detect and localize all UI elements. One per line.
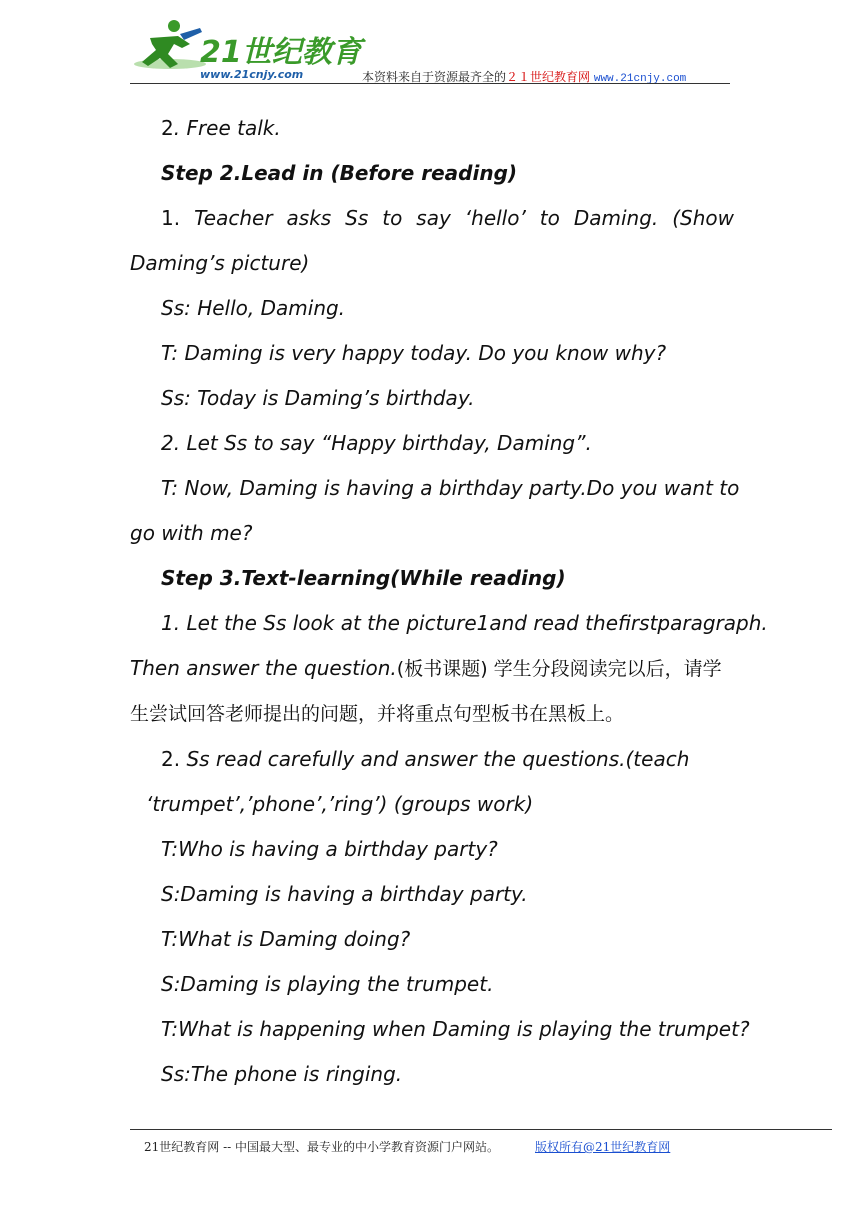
line-vocab-words: ‘trumpet’,’phone’,’ring’) (groups work): [146, 792, 534, 816]
lesson-body: [130, 106, 768, 1097]
free-talk-number: 2: [161, 116, 174, 140]
read-carefully-text: Ss read carefully and answer the questions.(teach: [180, 747, 690, 771]
step2-heading: Step 2.Lead in (Before reading): [161, 161, 518, 185]
answer-question-en: Then answer the question.: [130, 656, 397, 680]
line-ss-hello: Ss: Hello, Daming.: [161, 296, 346, 320]
page-footer: [144, 1138, 670, 1155]
logo-wordmark: 21世纪教育: [200, 35, 362, 70]
site-logo[interactable]: [130, 18, 362, 84]
line-t-who: T:Who is having a birthday party?: [161, 837, 498, 861]
footer-divider: [130, 1129, 832, 1130]
line-go-with-me: go with me?: [130, 521, 253, 545]
read-carefully-number: 2.: [161, 747, 181, 771]
copyright-link[interactable]: 版权所有@21世纪教育网: [535, 1140, 671, 1154]
line-read-carefully: [130, 737, 734, 782]
header-divider: [130, 83, 730, 84]
line-t-party: T: Now, Daming is having a birthday party.Do you want to: [161, 476, 740, 500]
line-look-picture: 1. Let the Ss look at the picture1and read thefirstparagraph.: [161, 611, 768, 635]
logo-graphic: [130, 18, 362, 84]
line-t-happening: T:What is happening when Daming is playing the trumpet?: [161, 1017, 750, 1041]
line-t-happy: T: Daming is very happy today. Do you know why?: [161, 341, 667, 365]
logo-url: www.21cnjy.com: [200, 68, 304, 81]
line-blackboard-note: 生尝试回答老师提出的问题，并将重点句型板书在黑板上。: [130, 703, 625, 725]
line-ss-birthday: Ss: Today is Daming’s birthday.: [161, 386, 475, 410]
line-free-talk: [130, 106, 734, 151]
line-s-doing: S:Daming is playing the trumpet.: [161, 972, 494, 996]
line-t-doing: T:What is Daming doing?: [161, 927, 411, 951]
header-note-prefix: 本资料来自于资源最齐全的: [362, 70, 507, 84]
header-brand-name: ２１世纪教育网: [506, 70, 591, 84]
free-talk-text: . Free talk.: [173, 116, 281, 140]
teacher-asks-text: Teacher asks Ss to say ‘hello’ to Daming. (Show: [194, 206, 734, 230]
line-say-happy-birthday: 2. Let Ss to say “Happy birthday, Daming”.: [161, 431, 592, 455]
line-teacher-asks: [130, 196, 734, 241]
line-answer-question: [130, 646, 734, 692]
line-ss-ringing: Ss:The phone is ringing.: [161, 1062, 403, 1086]
page-header: [130, 18, 730, 86]
line-s-who: S:Daming is having a birthday party.: [161, 882, 528, 906]
footer-text: 21世纪教育网 -- 中国最大型、最专业的中小学教育资源门户网站。: [144, 1140, 500, 1154]
answer-question-cn: (板书课题) 学生分段阅读完以后，请学: [396, 658, 722, 680]
line-daming-picture: Daming’s picture): [130, 251, 310, 275]
header-site-link[interactable]: www.21cnjy.com: [593, 73, 687, 85]
teacher-asks-number: 1.: [161, 206, 181, 230]
step3-heading: Step 3.Text-learning(While reading): [161, 566, 566, 590]
